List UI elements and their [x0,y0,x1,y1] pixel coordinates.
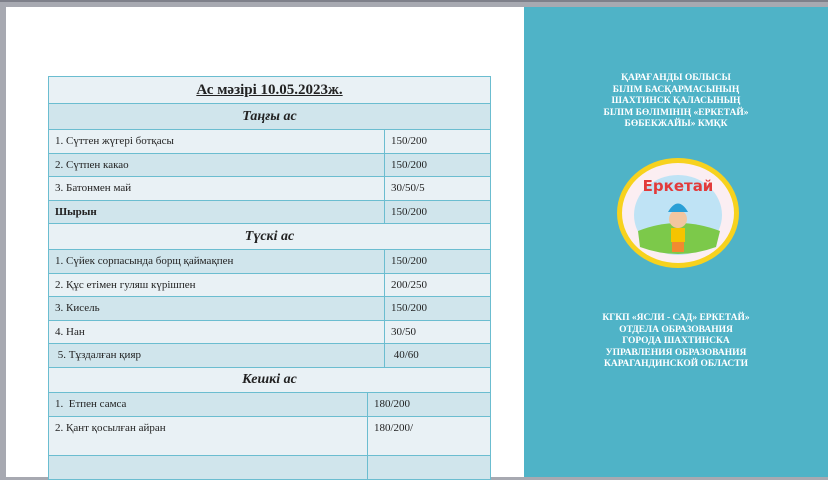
window-top-edge [0,0,828,2]
table-row-empty [49,455,491,479]
table-row: 2. Қант қосылған айран 180/200/ [49,416,491,455]
menu-table [48,76,491,394]
table-row: 2. Сүтпен какао 150/200 [49,153,491,177]
table-row: 4. Нан 30/50 [49,320,491,344]
table-row: 2. Құс етімен гуляш күрішпен 200/250 [49,273,491,297]
logo-text: Еркетай [642,177,714,195]
org-name-kz: ҚАРАҒАНДЫ ОБЛЫСЫ БІЛІМ БАСҚАРМАСЫНЫҢ ШАХТИНСК ҚАЛАСЫНЫҢ БІЛІМ БӨЛІМІНІҢ «ЕРКЕТАЙ» БӨБЕКЖАЙЫ» КМҚК [603,73,749,129]
table-row: 3. Кисель 150/200 [49,297,491,321]
table-row: 1. Етпен самса 180/200 [49,393,491,417]
table-row: 5. Тұздалған қияр 40/60 [49,344,491,368]
section-breakfast: Таңғы ас [49,104,491,130]
org-name-ru: КГКП «ЯСЛИ - САД» ЕРКЕТАЙ» ОТДЕЛА ОБРАЗОВАНИЯ ГОРОДА ШАХТИНСКА УПРАВЛЕНИЯ ОБРАЗОВАНИЯ КАРАГАНДИНСКОЙ ОБЛАСТИ [602,313,750,369]
menu-title: Ас мәзірі 10.05.2023ж. [49,77,491,104]
kindergarten-logo [616,157,740,269]
table-row: Шырын 150/200 [49,200,491,224]
section-dinner: Кешкі ас [49,367,491,393]
cover-panel [524,7,828,477]
table-row: 1. Сүйек сорпасында борщ қаймақпен 150/200 [49,250,491,274]
table-row: 3. Батонмен май 30/50/5 [49,177,491,201]
section-lunch: Түскі ас [49,224,491,250]
dinner-table [48,392,491,480]
table-row: 1. Сүттен жүгері ботқасы 150/200 [49,130,491,154]
